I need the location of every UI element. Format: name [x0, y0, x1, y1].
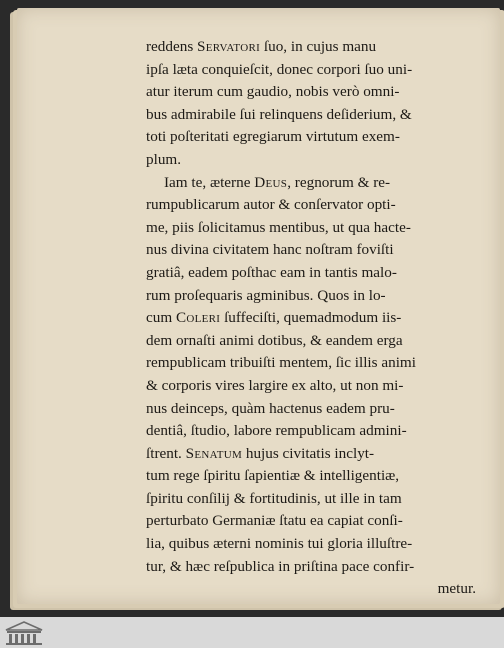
library-building-icon [3, 619, 45, 647]
document-page [17, 8, 500, 604]
text-segment: ſpiritu conſilij & fortitudinis, ut ille in tam [146, 489, 402, 507]
text-line [146, 36, 476, 59]
small-caps-name: Servatori [197, 38, 261, 55]
text-line [146, 81, 476, 104]
text-line [146, 217, 476, 240]
text-segment: gratiâ, eadem poſthac eam in tantis malo- [146, 263, 397, 281]
text-line [146, 556, 476, 579]
text-line [146, 330, 476, 353]
small-caps-name: Senatum [185, 444, 243, 462]
text-segment: Iam te, æterne [164, 173, 255, 191]
text-segment: ſuffeciſti, quemadmodum iis- [220, 309, 402, 327]
text-segment: rempublicam tribuiſti mentem, ſic illis animi [146, 354, 416, 372]
text-line [146, 420, 476, 443]
small-caps-name: Deus [254, 173, 288, 191]
text-line [146, 443, 476, 466]
text-segment: metur. [437, 580, 476, 598]
text-segment: ſtrent. [146, 444, 186, 462]
text-line [146, 194, 476, 217]
text-segment: lia, quibus æterni nominis tui gloria illuſtre- [146, 535, 413, 553]
text-line [146, 398, 476, 421]
text-segment: toti poſteritati egregiarum virtutum exem- [146, 128, 400, 146]
text-segment: perturbato Germaniæ ſtatu ea capiat conſi- [146, 512, 403, 530]
text-line [146, 126, 476, 149]
text-line [146, 149, 476, 172]
text-line [146, 375, 476, 398]
text-segment: atur iterum cum gaudio, nobis verò omni- [146, 83, 400, 101]
text-segment: & corporis vires largire ex alto, ut non mi- [146, 376, 404, 394]
text-line [146, 465, 476, 488]
text-segment: dentiâ, ſtudio, labore rempublicam admini- [146, 422, 407, 440]
text-segment: bus admirabile ſui relinquens deſiderium, & [146, 105, 412, 123]
text-line [146, 510, 476, 533]
text-segment: , regnorum & re- [287, 173, 391, 191]
text-line [146, 285, 476, 308]
text-line [146, 239, 476, 262]
text-line [146, 104, 476, 127]
text-segment: ipſa læta conquieſcit, donec corpori ſuo uni- [146, 60, 413, 78]
text-segment: rum proſequaris agminibus. Quos in lo- [146, 286, 386, 304]
small-caps-name: Coleri [175, 309, 221, 327]
text-segment: nus divina civitatem hanc noſtram foviſti [146, 241, 394, 259]
text-line [146, 262, 476, 285]
text-segment: dem ornaſti animi dotibus, & eandem erga [146, 331, 403, 349]
text-line [146, 578, 476, 601]
text-line [146, 172, 476, 195]
text-segment: tur, & hæc reſpublica in priſtina pace confir- [146, 557, 415, 575]
text-segment: cum [146, 309, 176, 327]
text-segment: tum rege ſpiritu ſapientiæ & intelligentiæ, [146, 467, 400, 485]
text-segment: rumpublicarum autor & conſervator opti- [146, 196, 396, 214]
text-segment: plum. [146, 150, 182, 168]
text-segment: ſuo, in cujus manu [260, 38, 377, 55]
body-text [146, 36, 476, 601]
text-line [146, 307, 476, 330]
text-line [146, 488, 476, 511]
text-line [146, 59, 476, 82]
text-line [146, 533, 476, 556]
text-segment: hujus civitatis inclyt- [242, 444, 375, 462]
footer-bar [0, 617, 504, 648]
text-segment: me, piis ſolicitamus mentibus, ut qua hacte- [146, 218, 411, 236]
text-segment: nus deinceps, quàm hactenus eadem pru- [146, 399, 395, 417]
text-line [146, 352, 476, 375]
text-segment: reddens [146, 38, 198, 55]
